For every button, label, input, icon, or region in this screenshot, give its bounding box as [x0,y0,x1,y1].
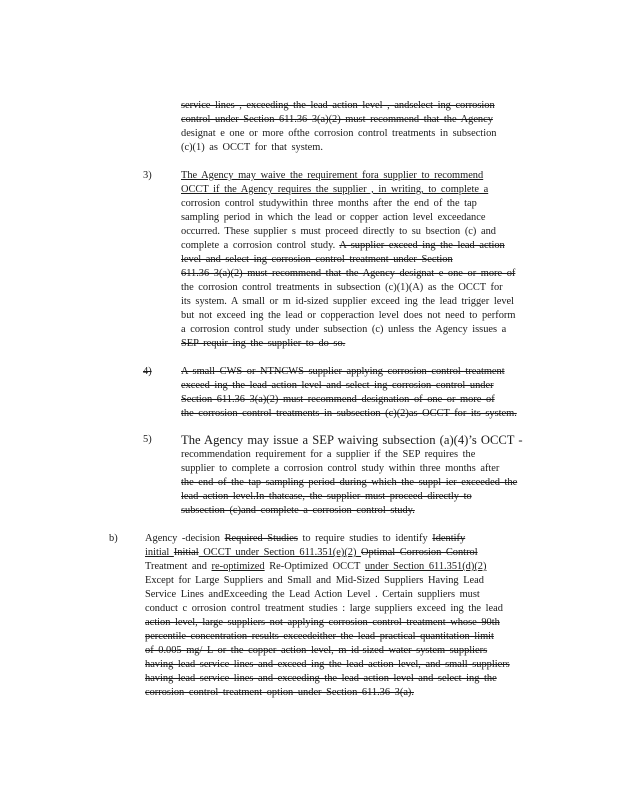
deleted-text: the end of the tap sampling period during which the suppl ier exceeded the [181,477,518,488]
inserted-text: OCCT if the Agency requires the supplier , in writing, to complete a [181,184,489,195]
text-line [181,100,495,112]
deleted-text: action level, large suppliers not applying corrosion control treatment whose 90th [145,617,500,628]
text-line [181,128,496,140]
text-line [181,198,477,210]
text-line [181,380,494,392]
text-line [145,631,494,643]
deleted-text: lead action level.In thatcase, the supplier must proceed directly to [181,491,472,502]
text-line [181,240,505,252]
plain-text: sampling period in which the lead or copper action level exceedance [181,212,486,223]
plain-text: its system. A small or m id-sized supplier exceed ing the lead trigger level [181,296,515,307]
plain-text: Re-Optimized OCCT [264,561,365,572]
text-line [181,226,496,238]
text-line [181,282,503,294]
inserted-text: under Section 611.351(d)(2) [364,561,487,572]
text-line [181,142,323,154]
text-line [145,561,486,573]
plain-text: recommendation requirement for a supplier if the SEP requires the [181,449,476,460]
text-line [145,533,465,545]
plain-text: conduct c orrosion control treatment studies : large suppliers exceed ing the lead [145,603,503,614]
text-line [181,268,515,280]
inserted-text: re-optimized [211,561,265,572]
plain-text: The Agency may issue a SEP waiving subsection (a)(4)’s OCCT - [181,433,523,447]
deleted-text: the corrosion control treatments in subsection (c)(2)as OCCT for its system. [181,408,517,419]
text-line [181,463,499,475]
deleted-text: service lines , exceeding the lead action level , andselect ing corrosion [181,100,495,111]
plain-text: Service Lines andExceeding the Lead Action Level . Certain suppliers must [145,589,480,600]
plain-text: the corrosion control treatments in subsection (c)(1)(A) as the OCCT for [181,282,503,293]
deleted-text: SEP requir ing the supplier to do so. [181,338,346,349]
text-line [145,659,510,671]
text-line [181,324,506,336]
inserted-text: OCCT under Section 611.351(e)(2) [198,547,362,558]
deleted-text: subsection (c)and complete a corrosion control study. [181,505,415,516]
text-line [181,491,472,503]
deleted-text: Initial [173,547,199,558]
inserted-text: The Agency may waive the requirement fora supplier to recommend [181,170,484,181]
text-line [181,296,514,308]
text-line [181,477,517,489]
plain-text: complete a corrosion control study. [181,240,340,251]
deleted-text: control under Section 611.36 3(a)(2) must recommend that the Agency [181,114,493,125]
plain-text: (c)(1) as OCCT for that system. [181,142,323,153]
plain-text: to require studies to identify [297,533,433,544]
text-line [181,170,483,182]
deleted-text: Optimal Corrosion Control [361,547,478,558]
text-line [145,589,480,601]
text-line [145,603,503,615]
deleted-text: having lead service lines and exceeding the lead action level and select ing the [145,673,497,684]
text-line [181,394,495,406]
deleted-text: having lead service lines and exceed ing the lead action level, and small suppliers [145,659,510,670]
section-letter: b) [109,533,118,544]
text-line [145,673,497,685]
deleted-text: percentile concentration results exceedeither the lead practical quantitation limit [145,631,494,642]
plain-text: Except for Large Suppliers and Small and Mid-Sized Suppliers Having Lead [145,575,484,586]
deleted-text: corrosion control treatment option under Section 611.36 3(a). [145,687,414,698]
text-line [181,408,517,420]
text-line [181,433,523,447]
text-line [181,114,493,126]
plain-text: Agency -decision [145,533,225,544]
item-number: 4) [143,366,152,377]
text-line [145,575,484,587]
item-number: 5) [143,434,152,445]
plain-text: corrosion control studywithin three months after the end of the tap [181,198,477,209]
inserted-text: initial [145,547,174,558]
deleted-text: of 0.005 mg/ L or the copper action level, m id-sized water system suppliers [145,645,488,656]
text-line [181,212,485,224]
deleted-text: A supplier exceed ing the lead action [339,240,505,251]
text-line [181,366,505,378]
text-line [145,617,500,629]
plain-text: supplier to complete a corrosion control study within three months after [181,463,500,474]
deleted-text: Identify [432,533,466,544]
text-line [181,505,415,517]
text-line [145,547,478,559]
plain-text: designat e one or more ofthe corrosion control treatments in subsection [181,128,497,139]
plain-text: but not exceed ing the lead or copperaction level does not need to perform [181,310,516,321]
deleted-text: Section 611.36 3(a)(2) must recommend designation of one or more of [181,394,495,405]
text-line [181,338,345,350]
text-line [145,645,487,657]
deleted-text: level and select ing corrosion control treatment under Section [181,254,453,265]
deleted-text: 611.36 3(a)(2) must recommend that the Agency designat e one or more of [181,268,516,279]
deleted-text: exceed ing the lead action level and select ing corrosion control under [181,380,494,391]
text-line [181,310,515,322]
plain-text: occurred. These supplier s must proceed directly to su bsection (c) and [181,226,496,237]
deleted-text: A small CWS or NTNCWS supplier applying corrosion control treatment [181,366,505,377]
deleted-text: Required Studies [224,533,298,544]
text-line [181,449,475,461]
text-line [181,254,453,266]
text-line [181,184,488,196]
text-line [145,687,414,699]
plain-text: Treatment and [145,561,212,572]
plain-text: a corrosion control study under subsection (c) unless the Agency issues a [181,324,507,335]
item-number: 3) [143,170,152,181]
